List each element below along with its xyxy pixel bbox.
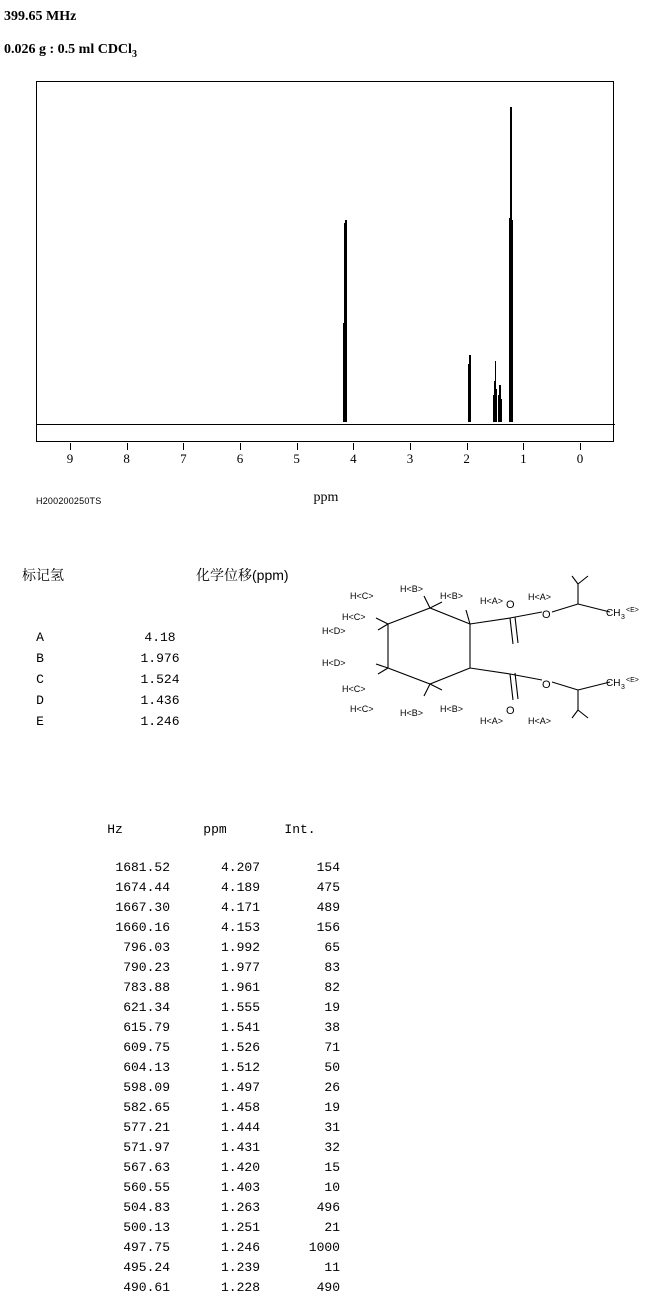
assignment-shift-value: 4.18 [144, 630, 176, 645]
assignment-shift-value: 1.524 [140, 672, 180, 687]
peak-list-row [60, 998, 360, 1018]
peak-ppm-value: 1.420 [220, 1160, 260, 1175]
peak-ppm-value: 1.228 [220, 1280, 260, 1295]
assignment-shift-value: 1.246 [140, 714, 180, 729]
peak-list-row [60, 878, 360, 898]
peak-intensity-value: 21 [324, 1220, 340, 1235]
axis-tick [127, 443, 128, 450]
peak-ppm-value: 1.246 [220, 1240, 260, 1255]
peak-list-column-header-int: Int. [284, 822, 316, 837]
peak-hz-value: 615.79 [123, 1020, 170, 1035]
peak-list-row [60, 1258, 360, 1278]
peak-intensity-value: 65 [324, 940, 340, 955]
peak-list-row [60, 1058, 360, 1078]
spectrum-peak [346, 322, 347, 422]
structure-label-hc-3: H<C> [342, 684, 366, 694]
peak-hz-value: 604.13 [123, 1060, 170, 1075]
assignment-row [0, 669, 330, 690]
peak-intensity-value: 156 [316, 920, 340, 935]
peak-list-row [60, 858, 360, 878]
peak-hz-value: 790.23 [123, 960, 170, 975]
peak-hz-value: 490.61 [123, 1280, 170, 1295]
structure-label-hb-1: H<B> [400, 584, 424, 594]
peak-ppm-value: 1.458 [220, 1100, 260, 1115]
structure-label-ch3-2: CH [606, 678, 621, 689]
peak-hz-value: 598.09 [123, 1080, 170, 1095]
peak-ppm-value: 1.526 [220, 1040, 260, 1055]
peak-ppm-value: 1.992 [220, 940, 260, 955]
structure-label-ha-4: H<A> [528, 716, 552, 726]
assignment-row [0, 690, 330, 711]
peak-intensity-value: 19 [324, 1000, 340, 1015]
spectrum-peak [496, 389, 497, 422]
assignment-header-shift: 化学位移(ppm) [196, 567, 289, 583]
peak-ppm-value: 1.961 [220, 980, 260, 995]
peak-list-row [60, 1018, 360, 1038]
structure-label-o-3: O [506, 705, 515, 717]
peak-ppm-value: 1.403 [220, 1180, 260, 1195]
peak-intensity-value: 10 [324, 1180, 340, 1195]
axis-tick [580, 443, 581, 450]
peak-hz-value: 500.13 [123, 1220, 170, 1235]
spectrum-plot [36, 81, 614, 442]
structure-label-o-4: O [542, 679, 551, 691]
assignment-row [0, 711, 330, 732]
peak-ppm-value: 1.512 [220, 1060, 260, 1075]
axis-tick-label: 7 [180, 451, 187, 466]
axis-tick-label: 6 [236, 451, 244, 466]
spectrum-baseline [37, 424, 615, 425]
peak-intensity-value: 83 [324, 960, 340, 975]
concentration-text: 0.026 g : 0.5 ml CDCl [4, 42, 132, 57]
axis-tick [410, 443, 411, 450]
peak-list-column-header-ppm: ppm [203, 822, 227, 837]
structure-label-hb-3: H<B> [400, 708, 424, 718]
axis-tick-label: 0 [576, 451, 584, 466]
peak-hz-value: 1660.16 [115, 920, 170, 935]
peak-ppm-value: 1.251 [220, 1220, 260, 1235]
axis-tick [523, 443, 524, 450]
peak-list-header [60, 820, 360, 840]
peak-hz-value: 504.83 [123, 1200, 170, 1215]
structure-label-hc-2: H<C> [342, 612, 366, 622]
spectrum-x-axis [36, 443, 614, 466]
peak-hz-value: 783.88 [123, 980, 170, 995]
assignment-proton-label: E [36, 714, 44, 729]
peak-intensity-value: 31 [324, 1120, 340, 1135]
peak-hz-value: 1667.30 [115, 900, 170, 915]
structure-label-ha-3: H<A> [480, 716, 504, 726]
peak-intensity-value: 490 [316, 1280, 340, 1295]
axis-tick [467, 443, 468, 450]
structure-label-hd-2: H<D> [322, 658, 346, 668]
peak-intensity-value: 50 [324, 1060, 340, 1075]
structure-label-e-2: <E> [626, 677, 639, 684]
peak-hz-value: 609.75 [123, 1040, 170, 1055]
axis-tick-label: 9 [66, 451, 74, 466]
axis-tick [297, 443, 298, 450]
peak-intensity-value: 489 [316, 900, 340, 915]
peak-hz-value: 495.24 [123, 1260, 170, 1275]
peak-list-row [60, 1098, 360, 1118]
axis-tick-label: 3 [406, 451, 414, 466]
structure-label-o-1: O [506, 599, 515, 611]
peak-hz-value: 497.75 [123, 1240, 170, 1255]
peak-ppm-value: 1.263 [220, 1200, 260, 1215]
assignment-row [0, 627, 330, 648]
peak-intensity-value: 1000 [308, 1240, 340, 1255]
peak-ppm-value: 4.189 [220, 880, 260, 895]
axis-tick-label: 4 [350, 451, 357, 466]
axis-tick [240, 443, 241, 450]
peak-ppm-value: 4.171 [220, 900, 260, 915]
structure-label-hc-1: H<C> [350, 591, 374, 601]
structure-label-ch3-1: CH [606, 608, 621, 619]
peak-ppm-value: 1.977 [220, 960, 260, 975]
frequency-label: 399.65 MHz [4, 9, 77, 24]
peak-intensity-value: 475 [316, 880, 340, 895]
axis-tick [70, 443, 71, 450]
peak-list-row [60, 1238, 360, 1258]
spectrum-peak [501, 404, 502, 422]
peak-hz-value: 577.21 [123, 1120, 170, 1135]
peak-hz-value: 571.97 [123, 1140, 170, 1155]
molecular-structure-diagram [320, 572, 640, 762]
assignment-proton-label: D [36, 693, 44, 708]
peak-list-row [60, 1038, 360, 1058]
peak-list-row [60, 1198, 360, 1218]
structure-label-ch3-1-sub: 3 [621, 614, 625, 621]
peak-list-row [60, 938, 360, 958]
peak-intensity-value: 496 [316, 1200, 340, 1215]
assignment-proton-label: B [36, 651, 44, 666]
peak-list-row [60, 1138, 360, 1158]
peak-ppm-value: 1.431 [220, 1140, 260, 1155]
peak-hz-value: 567.63 [123, 1160, 170, 1175]
axis-tick [183, 443, 184, 450]
assignment-proton-label: C [36, 672, 44, 687]
axis-tick-label: 5 [293, 451, 300, 466]
peak-intensity-value: 19 [324, 1100, 340, 1115]
peak-list-row [60, 1118, 360, 1138]
structure-label-hb-2: H<B> [440, 591, 464, 601]
peak-hz-value: 582.65 [123, 1100, 170, 1115]
peak-intensity-value: 32 [324, 1140, 340, 1155]
peak-hz-value: 796.03 [123, 940, 170, 955]
peak-ppm-value: 1.497 [220, 1080, 260, 1095]
assignment-header-proton: 标记氢 [22, 567, 64, 583]
peak-list-row [60, 1078, 360, 1098]
spectrum-peak [511, 220, 513, 422]
concentration-subscript: 3 [131, 49, 137, 60]
peak-hz-value: 1674.44 [115, 880, 170, 895]
assignment-table [0, 627, 330, 732]
peak-list-row [60, 898, 360, 918]
axis-tick [353, 443, 354, 450]
peak-hz-value: 1681.52 [115, 860, 170, 875]
structure-label-ch3-2-sub: 3 [621, 684, 625, 691]
structure-label-hd-1: H<D> [322, 626, 346, 636]
peak-intensity-value: 38 [324, 1020, 340, 1035]
peak-ppm-value: 4.153 [220, 920, 260, 935]
structure-label-ha-2: H<A> [528, 592, 552, 602]
peak-intensity-value: 15 [324, 1160, 340, 1175]
concentration-label [4, 42, 137, 60]
peak-ppm-value: 1.239 [220, 1260, 260, 1275]
assignment-row [0, 648, 330, 669]
peak-list-row [60, 958, 360, 978]
peak-intensity-value: 71 [324, 1040, 340, 1055]
peak-list-row [60, 1278, 360, 1298]
spectrum-trace [37, 82, 613, 441]
peak-list-row [60, 918, 360, 938]
spectrum-id-label: H200200250TS [36, 496, 102, 506]
structure-label-e-1: <E> [626, 607, 639, 614]
peak-hz-value: 560.55 [123, 1180, 170, 1195]
assignment-shift-value: 1.976 [140, 651, 180, 666]
assignment-proton-label: A [36, 630, 44, 645]
peak-list-row [60, 1158, 360, 1178]
peak-ppm-value: 1.444 [220, 1120, 260, 1135]
axis-tick-label: 8 [123, 451, 130, 466]
peak-list-table [60, 820, 360, 1298]
peak-intensity-value: 26 [324, 1080, 340, 1095]
peak-intensity-value: 154 [316, 860, 340, 875]
axis-tick-label: 2 [463, 451, 470, 466]
peak-ppm-value: 1.541 [220, 1020, 260, 1035]
peak-list-row [60, 1218, 360, 1238]
peak-ppm-value: 1.555 [220, 1000, 260, 1015]
axis-tick-label: 1 [520, 451, 527, 466]
peak-list-row [60, 1178, 360, 1198]
spectrum-peak [470, 355, 471, 422]
peak-intensity-value: 11 [324, 1260, 340, 1275]
axis-unit-label: ppm [313, 490, 339, 505]
structure-label-hb-4: H<B> [440, 704, 464, 714]
structure-label-ha-1: H<A> [480, 596, 504, 606]
peak-ppm-value: 4.207 [220, 860, 260, 875]
assignment-shift-value: 1.436 [140, 693, 180, 708]
structure-label-o-2: O [542, 609, 551, 621]
peak-list-row [60, 978, 360, 998]
structure-label-hc-4: H<C> [350, 704, 374, 714]
peak-list-column-header-hz: Hz [107, 822, 123, 837]
peak-hz-value: 621.34 [123, 1000, 170, 1015]
peak-intensity-value: 82 [324, 980, 340, 995]
